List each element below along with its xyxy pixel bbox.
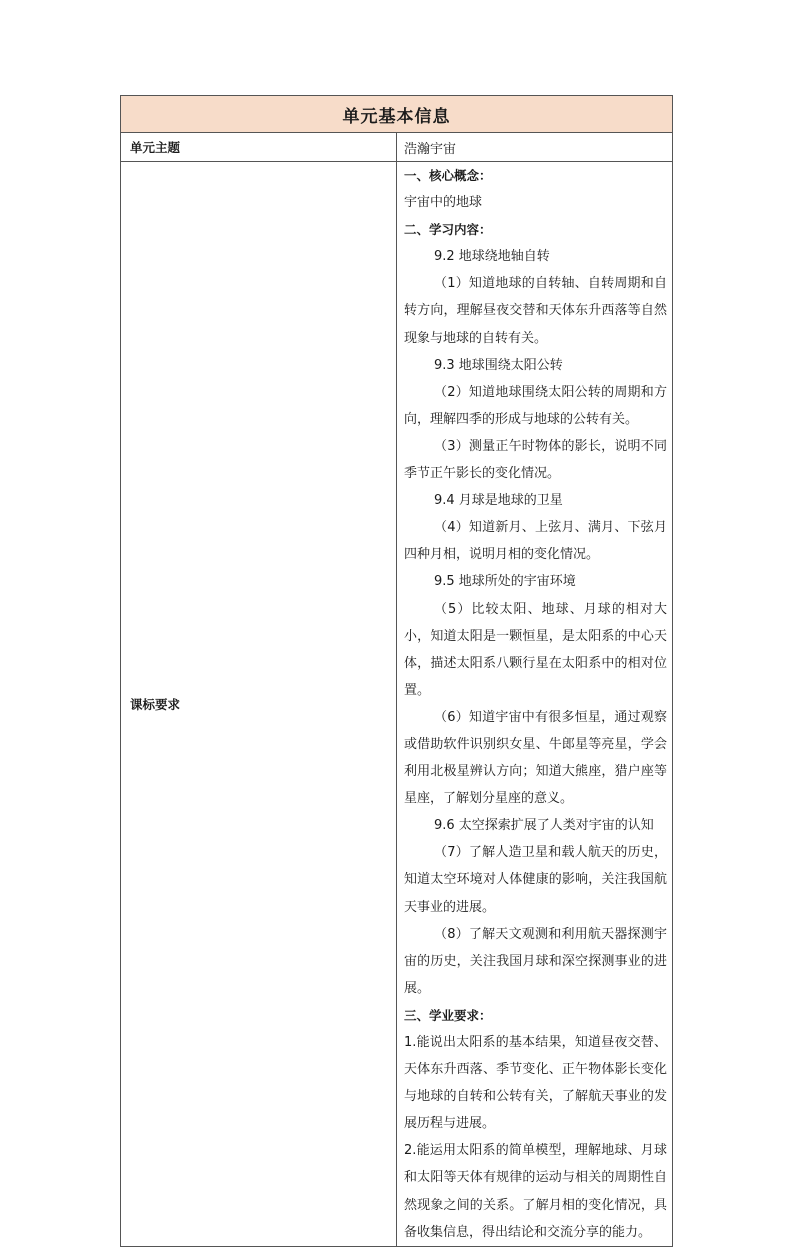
item-8: （8）了解天文观测和利用航天器探测宇宙的历史，关注我国月球和深空探测事业的进展。 — [404, 926, 667, 996]
item-4: （4）知道新月、上弦月、满月、下弦月四种月相，说明月相的变化情况。 — [404, 520, 667, 563]
theme-label: 单元主题 — [121, 133, 397, 162]
item-6: （6）知道宇宙中有很多恒星，通过观察或借助软件识别织女星、牛郎星等亮星，学会利用北极星辨认方向；知道大熊座，猎户座等星座，了解划分星座的意义。 — [404, 709, 667, 807]
unit-info-table — [120, 95, 673, 1247]
item-5: （5）比较太阳、地球、月球的相对大小，知道太阳是一颗恒星，是太阳系的中心天体，描述太阳系八颗行星在太阳系中的相对位置。 — [404, 601, 667, 698]
section-9-3: 9.3 地球围绕太阳公转 — [434, 357, 563, 373]
standards-row — [121, 162, 673, 1247]
learning-content-heading: 二、学习内容： — [404, 222, 492, 238]
standards-content — [397, 162, 673, 1247]
academic-requirements-heading: 三、学业要求： — [404, 1007, 492, 1023]
item-2: （2）知道地球围绕太阳公转的周期和方向，理解四季的形成与地球的公转有关。 — [404, 384, 667, 427]
theme-value: 浩瀚宇宙 — [397, 133, 673, 162]
item-1: （1）知道地球的自转轴、自转周期和自转方向，理解昼夜交替和天体东升西落等自然现象与地球的自转有关。 — [404, 276, 667, 346]
requirement-1: 1.能说出太阳系的基本结果，知道昼夜交替、天体东升西落、季节变化、正午物体影长变化与地球的自转和公转有关，了解航天事业的发展历程与进展。 — [404, 1035, 667, 1132]
item-7: （7）了解人造卫星和载人航天的历史，知道太空环境对人体健康的影响，关注我国航天事业的进展。 — [404, 845, 667, 915]
requirement-2: 2.能运用太阳系的简单模型，理解地球、月球和太阳等天体有规律的运动与相关的周期性自然现象之间的关系。了解月相的变化情况，具备收集信息，得出结论和交流分享的能力。 — [404, 1143, 667, 1240]
section-9-5: 9.5 地球所处的宇宙环境 — [434, 574, 576, 590]
section-9-4: 9.4 月球是地球的卫星 — [434, 493, 563, 509]
section-9-2: 9.2 地球绕地轴自转 — [434, 249, 550, 265]
section-9-6: 9.6 太空探索扩展了人类对宇宙的认知 — [434, 818, 654, 834]
core-concept-heading: 一、核心概念： — [404, 168, 492, 183]
standards-label: 课标要求 — [121, 162, 397, 1247]
table-title: 单元基本信息 — [121, 96, 673, 133]
item-3: （3）测量正午时物体的影长，说明不同季节正午影长的变化情况。 — [404, 438, 667, 482]
theme-row — [121, 133, 673, 162]
title-row — [121, 96, 673, 133]
core-concept-value: 宇宙中的地球 — [404, 195, 483, 211]
